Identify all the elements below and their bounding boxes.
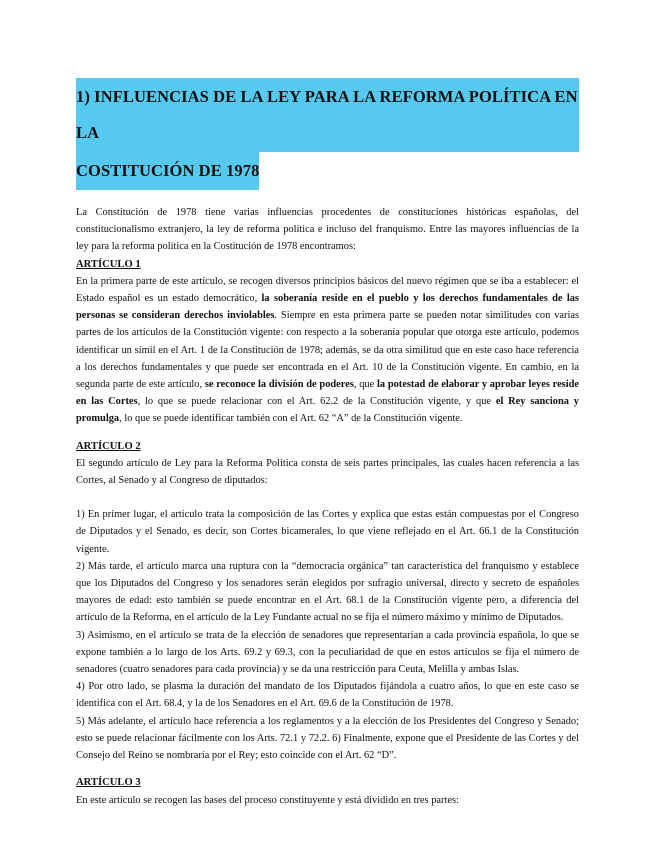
- section-heading: [76, 78, 579, 190]
- articulo-2-item-3: 3) Asimismo, en el artículo se trata de la elección de senadores que representarían a cada provincia española, lo que se expone también a lo largo de los Arts. 69.2 y 69.3, con la peculiaridad de que en estos artículos se fija el número de senadores (cuatro senadores para cada provincia) y se da una restricción para Ceuta, Melilla y ambas Islas.: [76, 629, 579, 676]
- articulo-3-intro: En este artículo se recogen las bases del proceso constituyente y está dividido en tres partes:: [76, 794, 459, 806]
- articulo-1-bold-2: se reconoce la división de poderes: [204, 379, 354, 391]
- articulo-2-item-1: 1) En primer lugar, el artículo trata la composición de las Cortes y explica que estas están compuestas por el Congreso de Diputados y el Senado, es decir, son Cortes bicamerales, lo que viene reflejado en el Art. 66.1 de la Constitución vigente.: [76, 509, 579, 555]
- articulo-1-text-1: En la primera parte de este artículo, se recogen diversos principios básicos del nuevo régimen que se iba a establecer: el Estado español es un estado democrático,: [76, 275, 579, 305]
- heading-line-1: 1) INFLUENCIAS DE LA LEY PARA LA REFORMA POLÍTICA EN LA: [76, 78, 579, 152]
- articulo-1-bold-1: la soberanía reside en el pueblo y los derechos fundamentales de las personas se consideran derechos inviolables: [76, 293, 579, 322]
- articulo-1-text-4: , lo que se puede relacionar con el Art. 62.2 de la Constitución vigente, y que: [137, 396, 496, 408]
- articulo-1-bold-3: la potestad de elaborar y aprobar leyes reside en las Cortes: [76, 379, 580, 408]
- articulo-2-title: ARTÍCULO 2: [76, 440, 141, 452]
- heading-line-2: COSTITUCIÓN DE 1978: [76, 152, 259, 190]
- articulo-3-title: ARTÍCULO 3: [76, 777, 141, 789]
- articulo-1-text-3: , que: [353, 379, 377, 391]
- articulo-2-intro: El segundo artículo de Ley para la Reforma Política consta de seis partes principales, las cuales hacen referencia a las Cortes, al Senado y al Congreso de diputados:: [76, 457, 579, 487]
- articulo-2-item-4: 4) Por otro lado, se plasma la duración del mandato de los Diputados fijándola a cuatro años, lo que en este caso se identifica con el Art. 68.4, y la de los Senadores en el Art. 69.6 de la Constitución de 1978.: [76, 681, 579, 710]
- articulo-1-paragraph: [76, 273, 579, 428]
- intro-paragraph: La Constitución de 1978 tiene varias influencias procedentes de constituciones históricas españolas, del constitucionalismo extranjero, la ley de reforma política e incluso del franquismo. Entre las mayores influencias de la ley para la reforma política en la Costitución de 1978 encontramos:: [76, 207, 579, 253]
- articulo-2-item-5: 5) Más adelante, el artículo hace referencia a los reglamentos y a la elección de los Presidentes del Congreso y Senado; esto se puede relacionar fácilmente con los Arts. 72.1 y 72.2. 6) Finalmente, expone que el Presidente de las Cortes y del Consejo del Reino se nombraría por el Rey; esto coincide con el Art. 62 “D”.: [76, 715, 579, 762]
- articulo-1-bold-4: el Rey sanciona y promulga: [76, 396, 579, 425]
- articulo-1-title: ARTÍCULO 1: [76, 258, 141, 270]
- articulo-2-item-2: 2) Más tarde, el artículo marca una ruptura con la “democracia orgánica” tan característica del franquismo y establece que los Diputados del Congreso y los senadores serán elegidos por sufragio universal, directo y secreto de españoles mayores de edad: esto también se puede encontrar en el Art. 68.1 de la Constitución vigente pero, a diferencia del artículo de la Reforma, en el artículo de la Ley Fundante actual no se fija el número máximo y mínimo de Diputados.: [76, 560, 579, 624]
- articulo-1-text-5: , lo que se puede identificar también con el Art. 62 “A” de la Constitución vigente.: [119, 413, 463, 425]
- articulo-1-text-2: . Siempre en esta primera parte se pueden notar similitudes con varias partes de los artículos de la Constitución vigente: con respecto a la soberanía popular que otorga este artículo, podemos identificar un símil en el Art. 1 de la Constitución de 1978; además, se da otra similitud que en este caso hace referencia a los derechos fundamentales y que puede ser encontrada en el Art. 10 de la Constitución vigente. En cambio, en la segunda parte de este artículo,: [76, 310, 580, 391]
- paragraph-gap: [76, 489, 579, 506]
